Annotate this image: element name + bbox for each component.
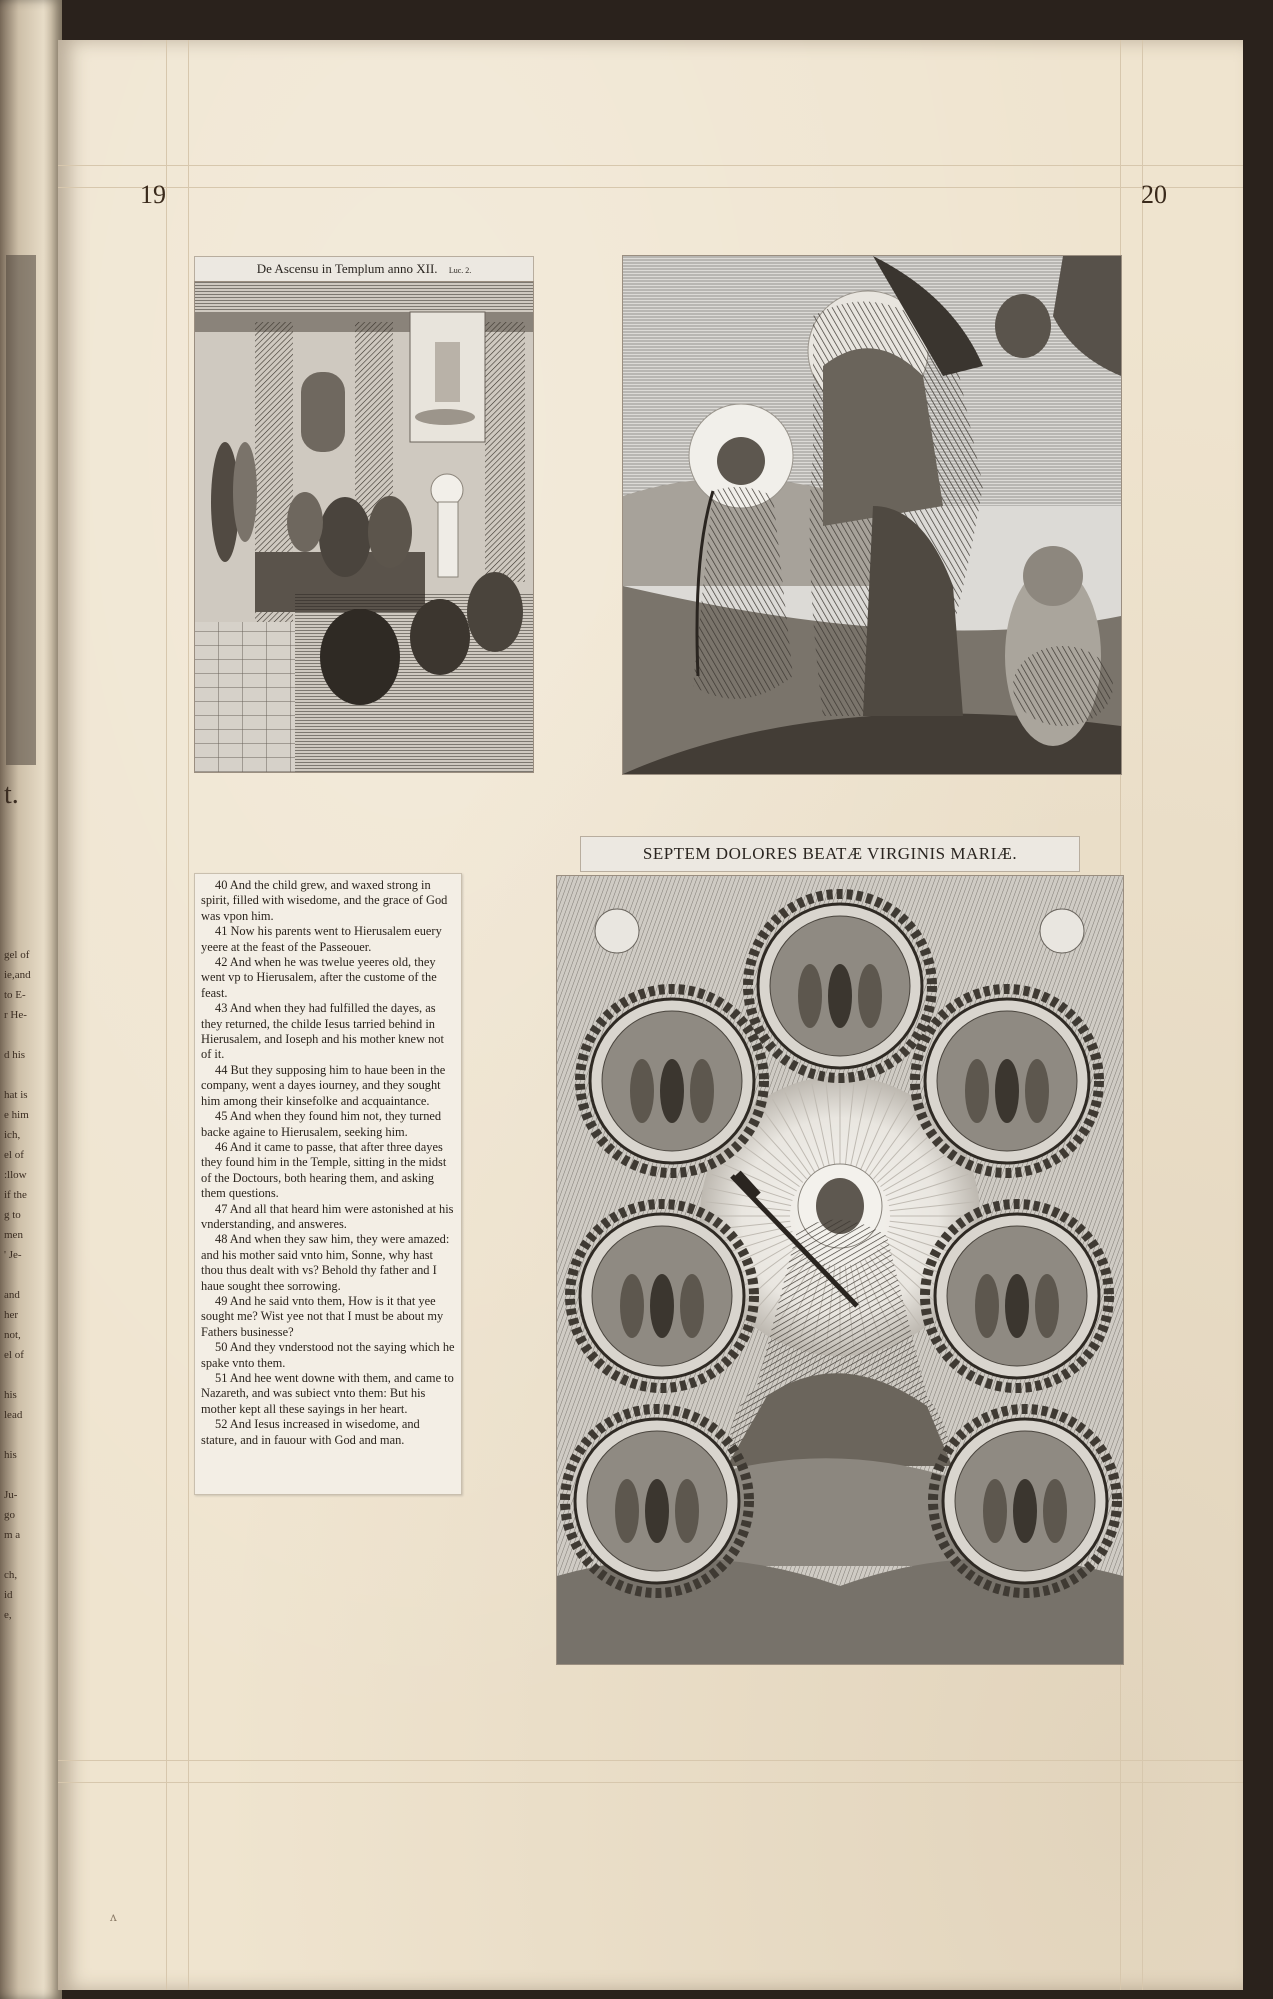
engraving-virgin-and-christ-child: [622, 255, 1122, 775]
plate-caption-reference: Luc. 2.: [448, 266, 472, 275]
previous-page-initial-word: t.: [4, 780, 19, 810]
engraving-seven-sorrows-of-mary: [556, 875, 1124, 1665]
ruled-line: [58, 1782, 1243, 1783]
bible-verse: 46 And it came to passe, that after three dayes they found him in the Temple, sitting in the midst of the Doctours, both hearing them, and asking them questions.: [201, 1139, 447, 1201]
bible-verse: 47 And all that heard him were astonished at his vnderstanding, and answeres.: [201, 1201, 454, 1231]
bible-verse: 42 And when he was twelue yeeres old, they went vp to Hierusalem, after the custome of the feast.: [201, 955, 437, 1000]
page-number-left: 19: [140, 180, 166, 209]
ruled-line: [58, 187, 1243, 188]
previous-page-edge: [0, 0, 62, 1999]
ruled-line: [58, 1760, 1243, 1761]
corner-mark: ᴧ: [110, 1910, 117, 1924]
bible-verse: 41 Now his parents went to Hierusalem euery yeere at the feast of the Passeouer.: [201, 924, 442, 954]
bible-verse: 40 And the child grew, and waxed strong in spirit, filled with wisedome, and the grace of God was vpon him.: [201, 878, 448, 923]
ruled-line: [1142, 40, 1143, 1990]
ruled-line: [188, 40, 189, 1990]
bible-text-clipping: [194, 873, 462, 1495]
bible-verse: 45 And when they found him not, they turned backe againe to Hierusalem, seeking him.: [201, 1109, 442, 1139]
bible-verse: 48 And when they saw him, they were amazed: and his mother said vnto him, Sonne, why hast thou thus dealt with vs? Behold thy father and I haue sought thee sorrowing.: [201, 1232, 450, 1293]
previous-page-engraving-fragment: [6, 255, 36, 765]
plate-caption-seven-sorrows: SEPTEM DOLORES BEATÆ VIRGINIS MARIÆ.: [580, 836, 1080, 872]
bible-verse: 50 And they vnderstood not the saying which he spake vnto them.: [201, 1340, 455, 1370]
previous-page-text-lines: gel of ie,and to E- r He- d his hat is e him ich, el of :llow if the g to men ' Je- and her not, el of his lead his Ju- go m a ch, id e,: [4, 949, 31, 1621]
engraving-christ-among-doctors: [194, 281, 534, 773]
bible-verse: 52 And Iesus increased in wisedome, and stature, and in fauour with God and man.: [201, 1417, 420, 1447]
bible-verse: 44 But they supposing him to haue been in the company, went a dayes iourney, and they sought him among their kinsefolke and acquaintance.: [201, 1062, 446, 1108]
ruled-line: [166, 40, 167, 1990]
bible-verse: 43 And when they had fulfilled the dayes, as they returned, the childe Iesus tarried behind in Hierusalem, and Ioseph and his mother knew not of it.: [201, 1001, 444, 1062]
page-number-right: 20: [1141, 180, 1167, 209]
ruled-line: [58, 165, 1243, 166]
plate-caption-top-left: [194, 256, 534, 282]
bible-verse: 49 And he said vnto them, How is it that yee sought me? Wist yee not that I must be about my Fathers businesse?: [201, 1293, 444, 1339]
bible-verse: 51 And hee went downe with them, and came to Nazareth, and was subiect vnto them: But his mother kept all these sayings in her heart.: [201, 1371, 454, 1416]
plate-caption-text: De Ascensu in Templum anno XII.: [256, 261, 438, 276]
